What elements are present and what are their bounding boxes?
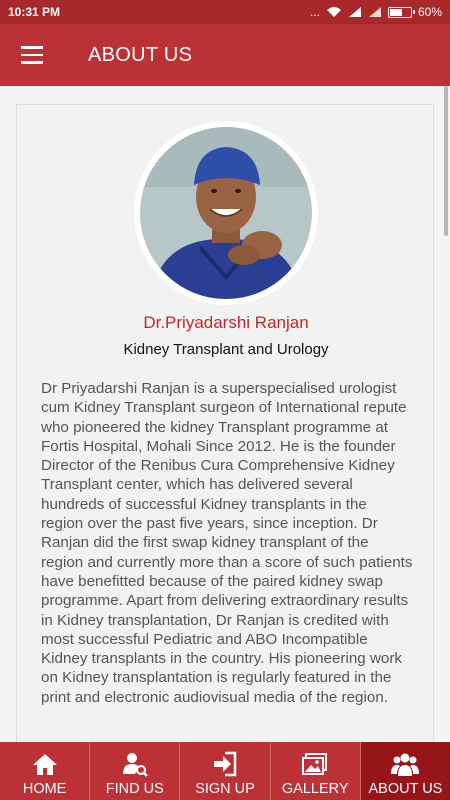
nav-gallery-label: GALLERY [281, 781, 349, 797]
battery-icon [388, 7, 412, 18]
profile-card [16, 104, 434, 742]
avatar [134, 121, 318, 305]
status-icons [310, 5, 442, 19]
nav-sign-up-label: SIGN UP [195, 781, 255, 797]
bottom-navigation [0, 742, 450, 800]
signal-icon-2 [368, 6, 382, 18]
doctor-photo [140, 127, 312, 299]
scrollbar[interactable] [444, 86, 448, 236]
nav-about-us[interactable] [361, 742, 450, 800]
hamburger-menu-icon[interactable] [0, 24, 64, 86]
nav-sign-up[interactable] [180, 742, 270, 800]
find-user-icon [121, 750, 149, 778]
doctor-specialty: Kidney Transplant and Urology [123, 341, 329, 358]
sign-in-icon [211, 750, 239, 778]
status-bar [0, 0, 450, 24]
nav-about-us-label: ABOUT US [368, 781, 443, 797]
notification-dots: ... [309, 5, 320, 19]
wifi-icon [326, 6, 342, 18]
nav-home-label: HOME [22, 781, 67, 797]
nav-gallery[interactable] [271, 742, 361, 800]
nav-home[interactable] [0, 742, 90, 800]
page-title: ABOUT US [88, 43, 193, 66]
gallery-icon [301, 750, 329, 778]
status-time: 10:31 PM [8, 5, 61, 19]
nav-find-us-label: FIND US [105, 781, 164, 797]
app-bar [0, 24, 450, 86]
group-icon [391, 750, 419, 778]
signal-icon [348, 6, 362, 18]
battery-percent: 60% [417, 5, 442, 19]
content-scroll-area[interactable] [0, 86, 450, 742]
doctor-bio: Dr Priyadarshi Ranjan is a superspecialised urologist cum Kidney Transplant surgeon of International repute who pioneered the kidney Transplant programme at Fortis Hospital, Mohali Since 2012. He is the founder Director of the Renibus Cura Comprehensive Kidney Transplant center, which has delivered several hundreds of successful Kidney transplants in the region over the past five years, since inception. Dr Ranjan did the first swap kidney transplant of the region and currently more than a score of such patients have benefitted because of the paired kidney swap programme. Apart from delivering extraordinary results in Kidney transplantation, Dr Ranjan is credited with most successful Pediatric and ABO Incompatible Kidney transplants in the country. His pioneering work on Kidney transplantation is regularly featured in the print and electronic audiovisual media of the region. [41, 380, 413, 706]
doctor-name: Dr.Priyadarshi Ranjan [143, 313, 309, 332]
home-icon [31, 750, 59, 778]
nav-find-us[interactable] [90, 742, 180, 800]
